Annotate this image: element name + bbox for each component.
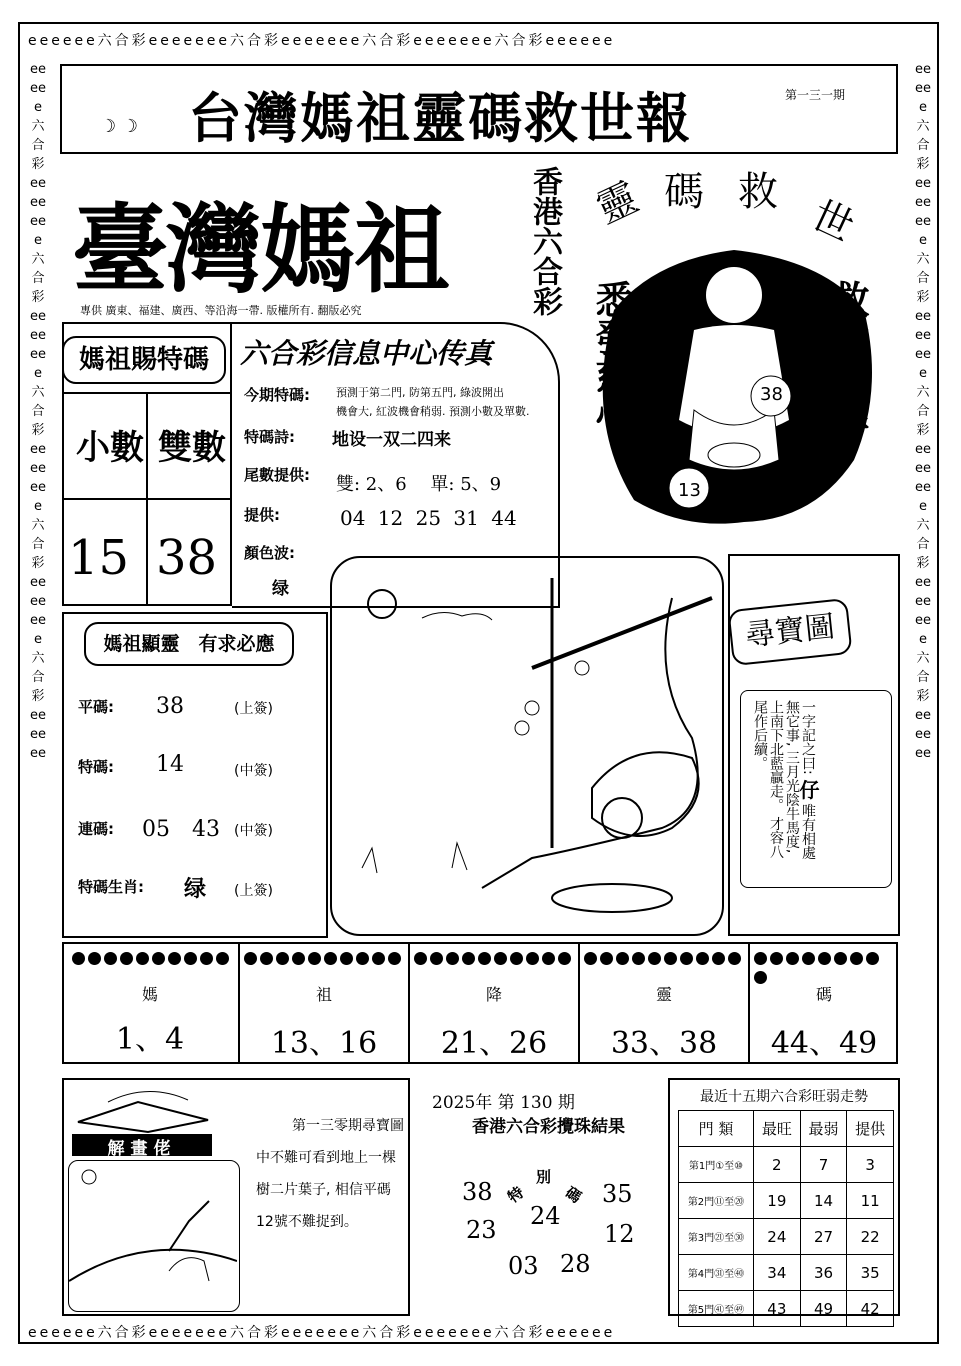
trend-gate: 第2門⑪至⑳ [679,1183,754,1219]
masthead-side: 香港六合彩 [527,166,562,316]
buddha-arc-4: 世 [804,192,861,251]
trend-header: 門 類 [679,1111,754,1147]
border-top: ееееее六合彩еееееее六合彩еееееее六合彩еееееее六合彩ееееее [28,33,616,49]
oracle-title: 媽祖顯靈 有求必應 [84,622,294,666]
result-number: 12 [604,1220,635,1248]
fax-label-5: 顏色波: [244,544,295,562]
oracle-label: 平碼: [78,698,114,716]
trend-row [679,1255,894,1291]
group-value: 13、16 [270,1026,378,1061]
oracle-value: 14 [156,752,184,777]
special-num1: 15 [68,530,130,586]
trend-hi: 19 [754,1183,801,1219]
oracle-label: 連碼: [78,820,114,838]
trend-lo: 36 [800,1255,847,1291]
trend-hi: 2 [754,1147,801,1183]
group-value: 33、38 [610,1026,718,1061]
buddha-right-text: 救六彩難 [825,280,869,432]
border-right: еееее六合彩еееееее六合彩еееееее六合彩еееееее六合彩еееееее六合彩ееееее [915,62,931,761]
group-value: 21、26 [440,1026,548,1061]
oracle-label: 特碼: [78,758,114,776]
trend-header: 最旺 [754,1111,801,1147]
fax-text-2: 地设一双二四来 [332,430,451,450]
trend-lo: 7 [800,1147,847,1183]
group-value: 44、49 [770,1026,878,1061]
oracle-value: 绿 [184,877,207,902]
border-left: еееее六合彩еееееее六合彩еееееее六合彩еееееее六合彩еееееее六合彩ееееее [30,62,46,761]
treasure-title: 尋寶圖 [727,598,852,666]
trend-hi: 43 [754,1291,801,1327]
results-line1: 2025年 第 130 期 [432,1093,575,1113]
oracle-value: 05 43 [142,817,220,842]
oracle-tag: (上簽) [234,883,273,899]
monkey-panel [330,556,724,936]
fax-text-5: 绿 [272,579,289,599]
result-number: 28 [560,1250,591,1278]
trend-table [678,1110,894,1327]
divider [146,392,148,606]
fax-label-1: 今期特碼: [244,386,310,404]
trend-tip: 42 [847,1291,894,1327]
buddha-arc-1: 靈 [589,174,646,233]
group-label: 媽 [141,985,158,1004]
special-title: 媽祖賜特碼 [62,336,226,384]
poem-line: 上南下北藍贏走。 [768,700,784,812]
group-label: 降 [485,985,502,1004]
fax-text-1b: 機會大, 紅波機會稍弱. 預測小數及單數. [336,405,530,418]
fax-label-3: 尾數提供: [244,466,310,484]
trend-header-row [679,1111,894,1147]
book-illustration [68,1082,218,1134]
oracle-label: 特碼生肖: [78,878,144,896]
trend-lo: 14 [800,1183,847,1219]
special-col2: 雙數 [158,428,226,468]
page-title: 台灣媽祖靈碼救世報 [188,87,692,150]
oracle-tag: (上簽) [234,701,273,717]
copyright-line: 專供 廣東、福建、廣西、等沿海一帶. 版權所有. 翻版必究 [80,304,362,317]
result-number: 23 [466,1216,497,1244]
moon-icon: ☽ ☽ [100,116,138,137]
fax-text-4: 04 12 25 31 44 [340,506,517,530]
trend-tip: 11 [847,1183,894,1219]
trend-title: 最近十五期六合彩旺弱走勢 [700,1089,868,1105]
fax-label-2: 特碼詩: [244,428,295,446]
monkey-illustration [332,558,722,934]
trend-row [679,1147,894,1183]
trend-hi: 34 [754,1255,801,1291]
poem-line: 才容八尾作后續。 [752,700,784,859]
result-number: 03 [508,1252,539,1280]
results-label-1: 特 [504,1183,528,1207]
result-number: 38 [462,1178,493,1206]
treasure-poem [752,700,820,860]
results-line2: 香港六合彩攪珠結果 [472,1117,625,1137]
trend-row [679,1291,894,1327]
number-balls-row [72,950,892,964]
trend-tip: 3 [847,1147,894,1183]
trend-tip: 35 [847,1255,894,1291]
poem-line: 一字記之曰: [800,700,816,775]
issue-number: 第一三一期 [785,88,846,102]
explain-label: 解畫佬 [72,1134,212,1156]
poem-line: 三月光陰牛馬度, [784,750,800,854]
result-number-special: 24 [530,1202,561,1230]
explain-text: 第一三零期尋寶圖中不難可看到地上一棵樹二片葉子, 相信平碼12號不難捉到。 [256,1118,404,1230]
masthead-title: 臺灣媽祖 [72,194,448,306]
hint-illustration [68,1160,240,1312]
trend-gate: 第3門㉑至㉚ [679,1219,754,1255]
trend-gate: 第5門㊶至㊾ [679,1291,754,1327]
buddha-number-1: 38 [760,384,783,405]
fax-text-3: 雙: 2、6 單: 5、9 [336,474,502,495]
special-num2: 38 [156,530,218,586]
buddha-left-text: 悉發慈心 [589,280,633,432]
oracle-value: 38 [156,694,184,719]
fax-title: 六合彩信息中心传真 [240,337,493,370]
buddha-arc-2: 碼 [664,169,704,215]
buddha-number-2: 13 [678,480,701,501]
trend-lo: 49 [800,1291,847,1327]
group-label: 靈 [655,985,672,1004]
results-label-3: 碼 [561,1183,585,1207]
poem-line: 唯有相處無它事, [784,700,816,860]
trend-header: 最弱 [800,1111,847,1147]
result-number: 35 [602,1180,633,1208]
trend-hi: 24 [754,1219,801,1255]
buddha-arc-3: 救 [738,169,778,215]
trend-row [679,1183,894,1219]
trend-lo: 27 [800,1219,847,1255]
special-col1: 小數 [76,428,144,468]
oracle-tag: (中簽) [234,763,273,779]
fax-label-4: 提供: [244,506,280,524]
poem-line: 仔 [796,779,820,800]
trend-gate: 第1門①至⑩ [679,1147,754,1183]
trend-header: 提供 [847,1111,894,1147]
trend-gate: 第4門㉛至㊵ [679,1255,754,1291]
group-value: 1、4 [115,1022,185,1057]
border-bottom: ееееее六合彩еееееее六合彩еееееее六合彩еееееее六合彩ееееее [28,1325,616,1341]
oracle-tag: (中簽) [234,823,273,839]
group-label: 祖 [315,985,332,1004]
trend-tip: 22 [847,1219,894,1255]
fax-text-1a: 預測于第二門, 防第五門, 綠波開出 [336,386,504,399]
group-label: 碼 [815,985,832,1004]
trend-row [679,1219,894,1255]
results-label-2: 別 [536,1168,552,1186]
